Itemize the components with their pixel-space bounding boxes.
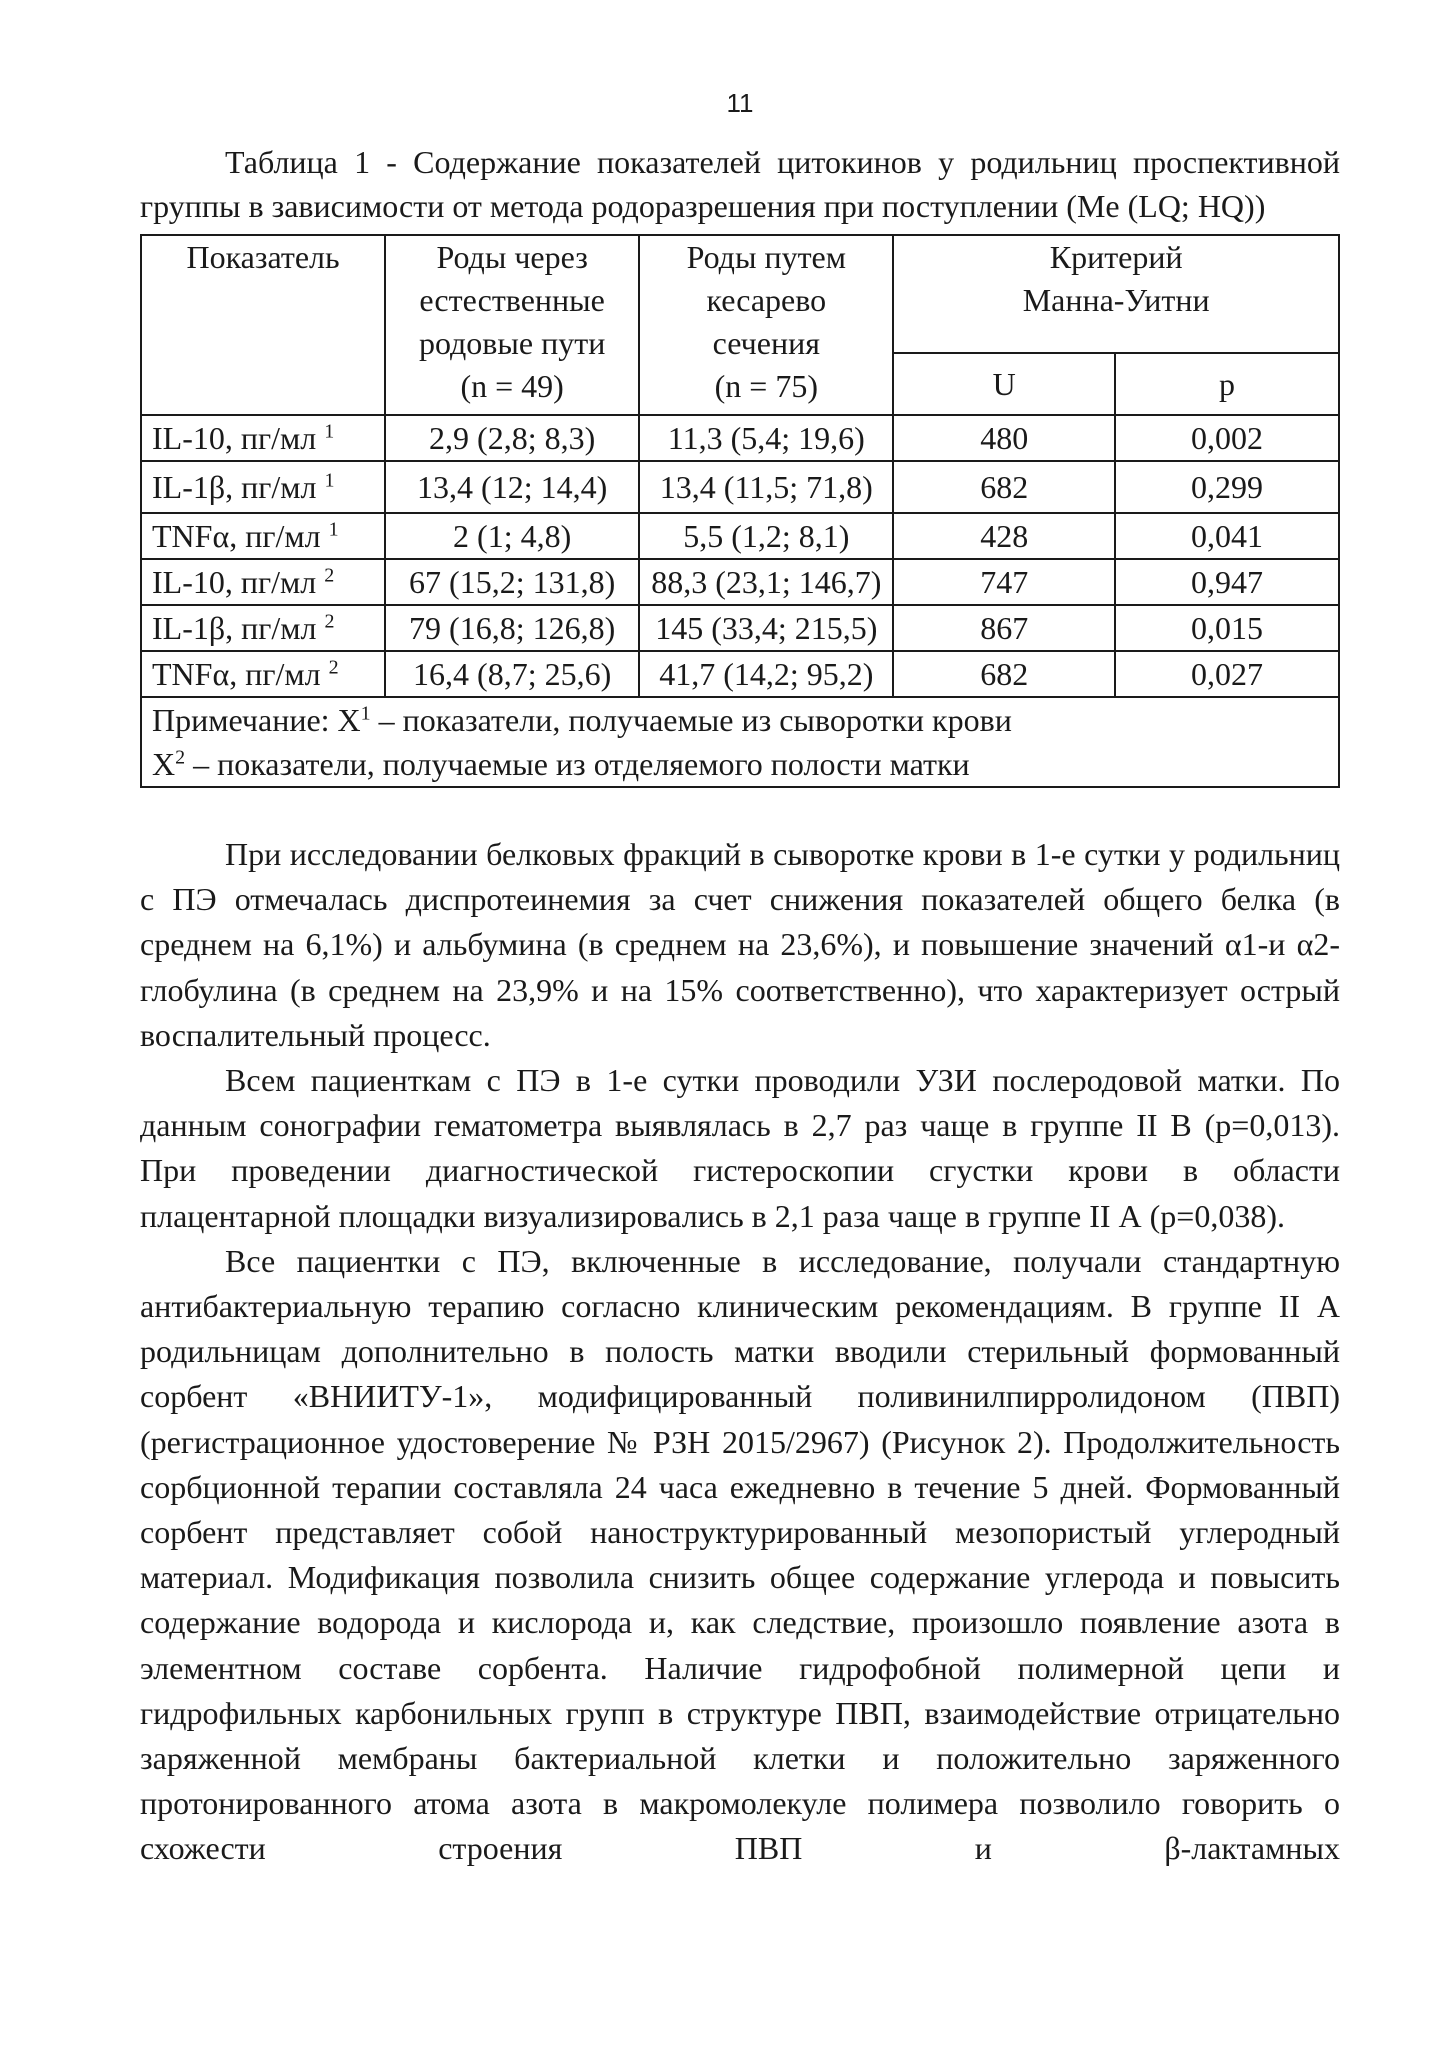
row-indicator: TNFα, пг/мл $^1$ (141, 513, 385, 559)
header-cesarean: Роды путем кесарево сечения (n = 75) (639, 235, 893, 415)
note-line-1: Примечание: $X^1$ – показатели, получаемые из сыворотки крови (152, 702, 1012, 738)
header-p: p (1115, 353, 1339, 415)
table-row (141, 461, 1339, 513)
row-p-value: 0,027 (1115, 651, 1339, 697)
row-p-value: 0,041 (1115, 513, 1339, 559)
row-cesarean-value: 5,5 (1,2; 8,1) (639, 513, 893, 559)
row-cesarean-value: 13,4 (11,5; 71,8) (639, 461, 893, 513)
row-p-value: 0,299 (1115, 461, 1339, 513)
paragraph: Всем пациенткам с ПЭ в 1-е сутки проводили УЗИ послеродовой матки. По данным сонографии гематометра выявлялась в 2,7 раз чаще в группе II В (p=0,013). При проведении диагностической гистероскопии сгустки крови в области плацентарной площадки визуализировались в 2,1 раза чаще в группе II А (p=0,038). (140, 1062, 1340, 1234)
row-cesarean-value: 41,7 (14,2; 95,2) (639, 651, 893, 697)
row-p-value: 0,947 (1115, 559, 1339, 605)
row-natural-value: 2,9 (2,8; 8,3) (385, 415, 639, 461)
row-indicator: IL-1β, пг/мл $^2$ (141, 605, 385, 651)
row-u-value: 747 (893, 559, 1115, 605)
row-natural-value: 2 (1; 4,8) (385, 513, 639, 559)
cytokine-table (140, 234, 1340, 788)
row-cesarean-value: 88,3 (23,1; 146,7) (639, 559, 893, 605)
row-cesarean-value: 145 (33,4; 215,5) (639, 605, 893, 651)
header-natural-birth: Роды через естественные родовые пути (n = 49) (385, 235, 639, 415)
table-row (141, 559, 1339, 605)
table-note-row (141, 697, 1339, 787)
row-indicator: TNFα, пг/мл $^2$ (141, 651, 385, 697)
page-number: 11 (726, 88, 754, 118)
row-u-value: 867 (893, 605, 1115, 651)
table-row (141, 605, 1339, 651)
row-natural-value: 67 (15,2; 131,8) (385, 559, 639, 605)
row-natural-value: 16,4 (8,7; 25,6) (385, 651, 639, 697)
row-cesarean-value: 11,3 (5,4; 19,6) (639, 415, 893, 461)
row-u-value: 428 (893, 513, 1115, 559)
paragraph: При исследовании белковых фракций в сыворотке крови в 1-е сутки у родильниц с ПЭ отмечалась диспротеинемия за счет снижения показателей общего белка (в среднем на 6,1%) и альбумина (в среднем на 23,6%), и повышение значений α1-и α2-глобулина (в среднем на 23,9% и на 15% соответственно), что характеризует острый воспалительный процесс. (140, 836, 1340, 1053)
row-u-value: 682 (893, 461, 1115, 513)
table-caption: Таблица 1 - Содержание показателей цитокинов у родильниц проспективной группы в зависимости от метода родоразрешения при поступлении (Me (LQ; HQ)) (140, 144, 1340, 224)
table-note (141, 697, 1339, 787)
table-row (141, 651, 1339, 697)
body-text (140, 832, 1340, 1872)
header-indicator: Показатель (141, 235, 385, 415)
note-line-2: $X^2$ – показатели, получаемые из отделяемого полости матки (152, 746, 970, 782)
paragraph: Все пациентки с ПЭ, включенные в исследование, получали стандартную антибактериальную терапию согласно клиническим рекомендациям. В группе II А родильницам дополнительно в полость матки вводили стерильный формованный сорбент «ВНИИТУ-1», модифицированный поливинилпирролидоном (ПВП) (регистрационное удостоверение № РЗН 2015/2967) (Рисунок 2). Продолжительность сорбционной терапии составляла 24 часа ежедневно в течение 5 дней. Формованный сорбент представляет собой наноструктурированный мезопористый углеродный материал. Модификация позволила снизить общее содержание углерода и повысить содержание водорода и кислорода и, как следствие, произошло появление азота в элементном составе сорбента. Наличие гидрофобной полимерной цепи и гидрофильных карбонильных групп в структуре ПВП, взаимодействие отрицательно заряженной мембраны бактериальной клетки и положительно заряженного протонированного атома азота в макромолекуле полимера позволило говорить о схожести строения ПВП и β-лактамных (140, 1242, 1340, 1867)
table-row (141, 513, 1339, 559)
row-u-value: 480 (893, 415, 1115, 461)
table-header-row (141, 235, 1339, 353)
row-p-value: 0,002 (1115, 415, 1339, 461)
row-u-value: 682 (893, 651, 1115, 697)
row-natural-value: 79 (16,8; 126,8) (385, 605, 639, 651)
row-p-value: 0,015 (1115, 605, 1339, 651)
header-mann-whitney: Критерий Манна-Уитни (893, 235, 1339, 353)
row-natural-value: 13,4 (12; 14,4) (385, 461, 639, 513)
row-indicator: IL-1β, пг/мл $^1$ (141, 461, 385, 513)
header-u: U (893, 353, 1115, 415)
row-indicator: IL-10, пг/мл $^1$ (141, 415, 385, 461)
table-row (141, 415, 1339, 461)
row-indicator: IL-10, пг/мл $^2$ (141, 559, 385, 605)
